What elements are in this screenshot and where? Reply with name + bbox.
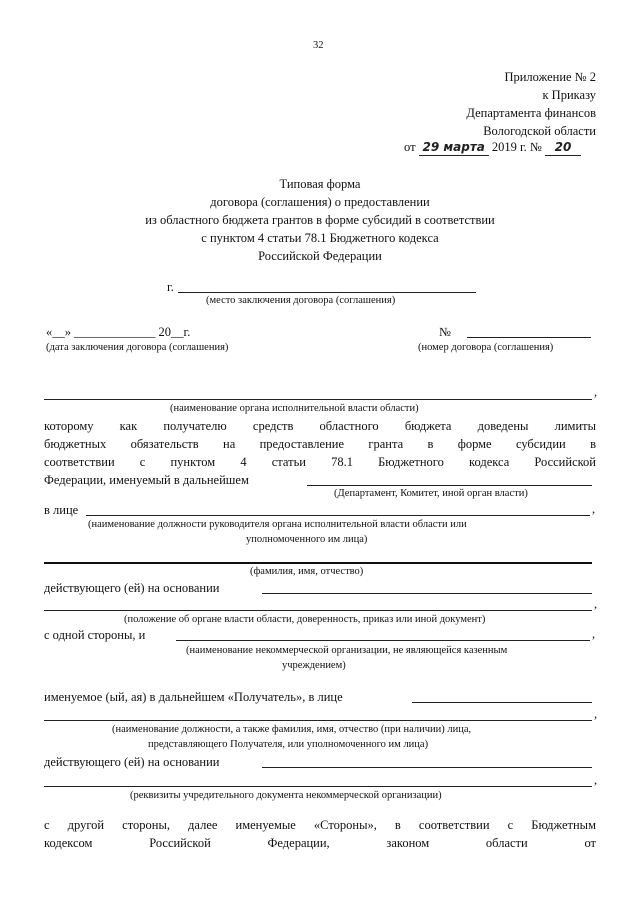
date-caption: (дата заключения договора (соглашения): [46, 342, 229, 353]
in-person-label: в лице: [44, 503, 79, 517]
caption-nonprofit-2: учреждением): [282, 660, 346, 671]
para1-line-2: бюджетных обязательств на предоставление гранта в форме субсидии в: [44, 437, 596, 451]
comma: ,: [592, 627, 596, 641]
final-line-2: кодексом Российской Федерации, законом области от: [44, 836, 596, 850]
comma: ,: [594, 385, 598, 399]
para1-line-4: Федерации, именуемый в дальнейшем: [44, 473, 249, 487]
recipient-line-1: [412, 702, 592, 703]
caption-recipient-1: (наименование должности, а также фамилия, имя, отчество (при наличии) лица,: [112, 724, 472, 735]
nonprofit-line: [176, 640, 590, 641]
page-number: 32: [313, 40, 324, 51]
date-text: «__» _____________ 20__г.: [46, 325, 191, 339]
number-sign: №: [439, 325, 451, 339]
title-line-4: с пунктом 4 статьи 78.1 Бюджетного кодекса: [201, 231, 439, 245]
place-line: [178, 292, 476, 293]
handwritten-number: 20: [554, 140, 572, 154]
caption-dept: (Департамент, Комитет, иной орган власти): [334, 488, 528, 499]
acting-on-basis-2: действующего (ей) на основании: [44, 755, 220, 769]
basis-line-2: [44, 610, 592, 611]
title-line-2: договора (соглашения) о предоставлении: [210, 195, 430, 209]
handwritten-date-field: [419, 140, 489, 156]
charter-line-1: [262, 767, 592, 768]
charter-line-2: [44, 786, 592, 787]
recipient-line-2: [44, 720, 592, 721]
caption-charter: (реквизиты учредительного документа некоммерческой организации): [130, 790, 442, 801]
place-prefix: г.: [167, 280, 174, 294]
caption-position-2: уполномоченного им лица): [246, 534, 368, 545]
comma: ,: [594, 597, 598, 611]
attachment-line-4: Вологодской области: [483, 124, 596, 138]
comma: ,: [592, 502, 596, 516]
caption-regulation: (положение об органе власти области, доверенность, приказ или иной документ): [124, 614, 486, 625]
para1-line-1: которому как получателю средств областного бюджета доведены лимиты: [44, 419, 596, 433]
attachment-line-3: Департамента финансов: [466, 106, 596, 120]
caption-recipient-2: представляющего Получателя, или уполномоченного им лица): [148, 739, 429, 750]
authority-line: [44, 399, 592, 400]
comma: ,: [594, 707, 598, 721]
comma: ,: [594, 773, 598, 787]
caption-fio: (фамилия, имя, отчество): [250, 566, 364, 577]
para1-line-3: соответствии с пунктом 4 статьи 78.1 Бюджетного кодекса Российской: [44, 455, 596, 469]
caption-org: (наименование органа исполнительной власти области): [170, 403, 419, 414]
acting-on-basis: действующего (ей) на основании: [44, 581, 220, 595]
handwritten-number-field: [545, 140, 581, 156]
one-side-label: с одной стороны, и: [44, 628, 146, 642]
caption-position-1: (наименование должности руководителя органа исполнительной власти области или: [88, 519, 467, 530]
number-caption: (номер договора (соглашения): [418, 342, 554, 353]
fio-line: [44, 562, 592, 564]
position-line: [86, 515, 590, 516]
department-line: [307, 485, 592, 486]
from-prefix: от: [404, 140, 416, 154]
title-line-5: Российской Федерации: [258, 249, 382, 263]
place-caption: (место заключения договора (соглашения): [206, 295, 396, 306]
attachment-date-line: [404, 140, 581, 156]
basis-line-1: [262, 593, 592, 594]
number-line: [467, 337, 591, 338]
year-text: 2019 г. №: [491, 140, 542, 154]
attachment-line-1: Приложение № 2: [504, 70, 596, 84]
handwritten-date: 29 марта: [422, 140, 485, 154]
attachment-line-2: к Приказу: [542, 88, 596, 102]
named-recipient: именуемое (ый, ая) в дальнейшем «Получатель», в лице: [44, 690, 343, 704]
caption-nonprofit-1: (наименование некоммерческой организации, не являющейся казенным: [186, 645, 508, 656]
final-line-1: с другой стороны, далее именуемые «Стороны», в соответствии с Бюджетным: [44, 818, 596, 832]
title-line-1: Типовая форма: [279, 177, 361, 191]
title-line-3: из областного бюджета грантов в форме субсидий в соответствии: [145, 213, 495, 227]
